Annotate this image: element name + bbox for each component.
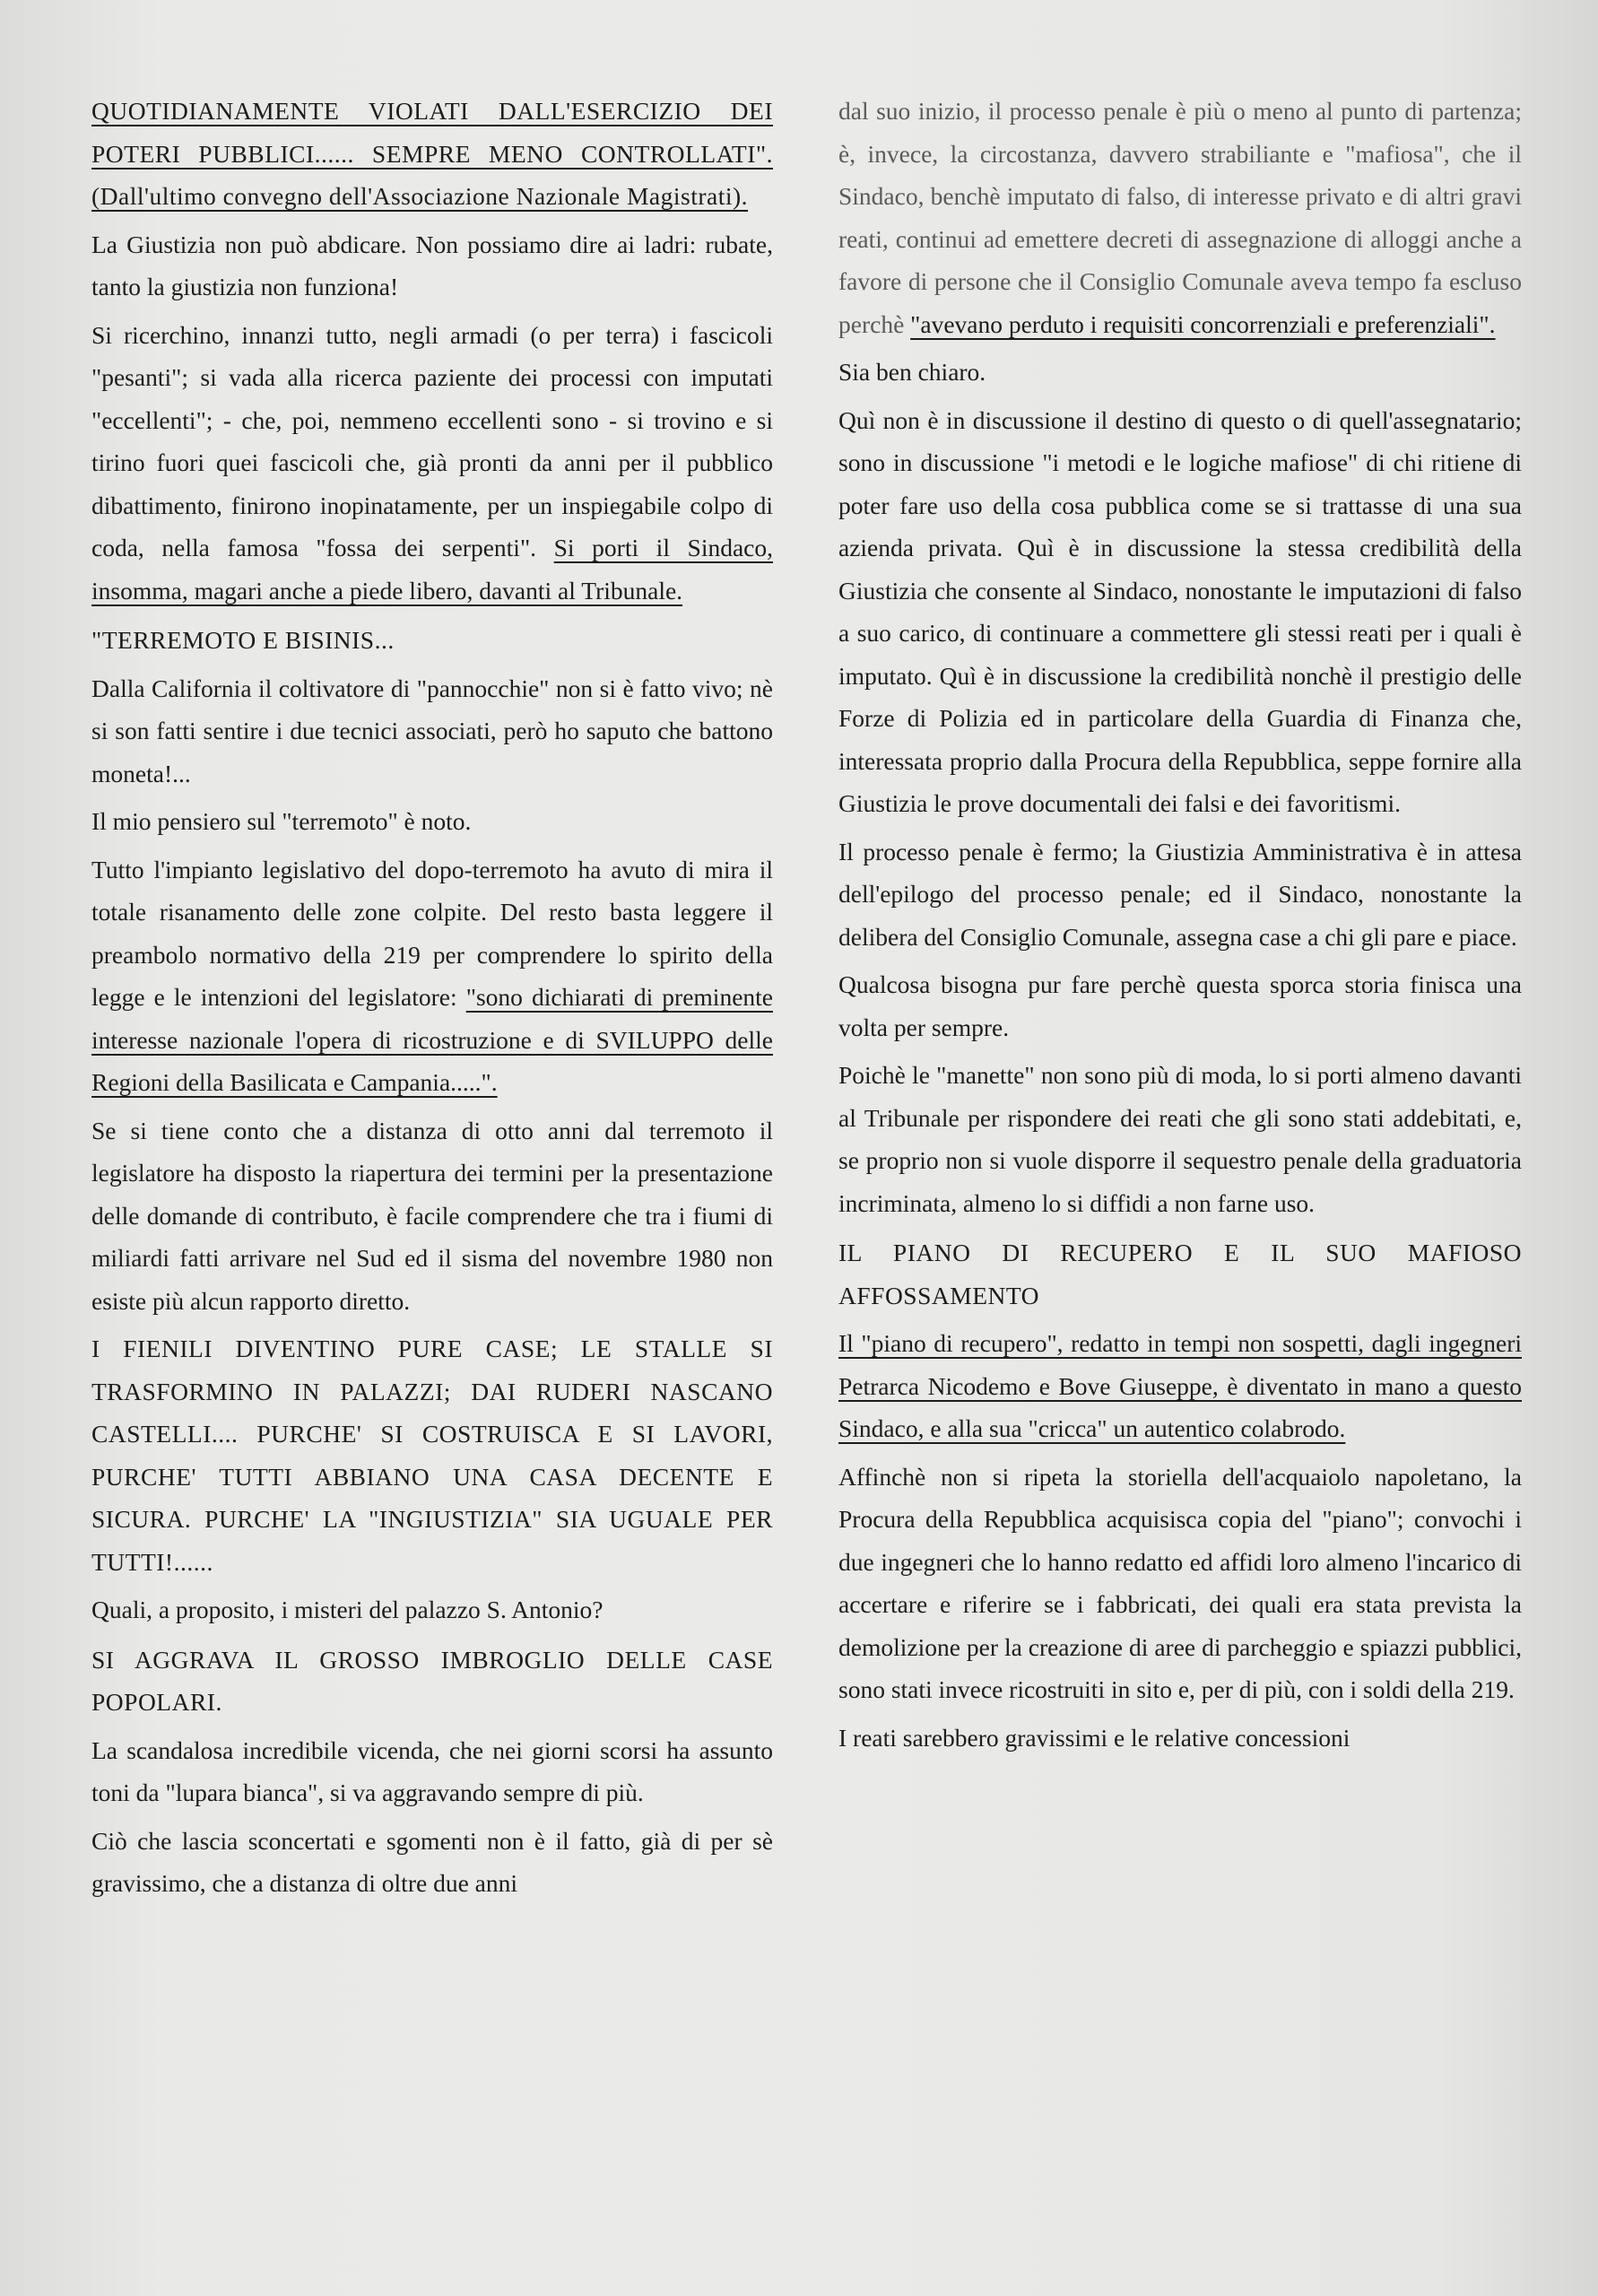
paragraph: Ciò che lascia sconcertati e sgomenti non è il fatto, già di per sè gravissimo, che a distanza di oltre due anni <box>91 1826 773 1897</box>
underlined-text: "sono dichiarati di preminente interesse nazionale l'opera di ricostruzione e di SVILUPPO delle Regioni della Basilicata e Campania.....". <box>91 983 773 1096</box>
right-column <box>838 90 1522 1764</box>
paragraph: La Giustizia non può abdicare. Non possiamo dire ai ladri: rubate, tanto la giustizia non funziona! <box>91 230 773 300</box>
section-heading: SI AGGRAVA IL GROSSO IMBROGLIO DELLE CASE POPOLARI. <box>91 1645 773 1716</box>
opening-quote: QUOTIDIANAMENTE VIOLATI DALL'ESERCIZIO DEI POTERI PUBBLICI...... SEMPRE MENO CONTROLLATI". (Dall'ultimo convegno dell'Associazione Nazionale Magistrati). <box>91 97 773 210</box>
left-column <box>91 90 773 1910</box>
paragraph: Sia ben chiaro. <box>838 358 986 386</box>
paragraph <box>91 314 773 613</box>
paragraph: Affinchè non si ripeta la storiella dell'acquaiolo napoletano, la Procura della Repubblica acquisisca copia del "piano"; convochi i due ingegneri che lo hanno redatto ed affidi loro almeno l'incarico di accertare e riferire se i fabbricati, dei quali era stata prevista la demolizione per la creazione di aree di parcheggio e spiazzi pubblici, sono stati invece ricostruiti in sito e, per di più, con i soldi della 219. <box>838 1462 1522 1703</box>
paragraph: Se si tiene conto che a distanza di otto anni dal terremoto il legislatore ha disposto la riapertura dei termini per la presentazione delle domande di contributo, è facile comprendere che tra i fiumi di miliardi fatti arrivare nel Sud ed il sisma del novembre 1980 non esiste più alcun rapporto diretto. <box>91 1116 773 1315</box>
paragraph: I reati sarebbero gravissimi e le relative concessioni <box>838 1723 1350 1752</box>
section-heading: "TERREMOTO E BISINIS... <box>91 626 395 654</box>
underlined-text: "avevano perduto i requisiti concorrenziali e preferenziali". <box>910 309 1496 338</box>
paragraph <box>91 848 773 1104</box>
paragraph: Quì non è in discussione il destino di questo o di quell'assegnatario; sono in discussione "i metodi e le logiche mafiose" di chi ritiene di poter fare uso della cosa pubblica come se si trattasse di una sua azienda privata. Quì è in discussione la stessa credibilità della Giustizia che consente al Sindaco, nonostante le imputazioni di falso a suo carico, di continuare a commettere gli stessi reati per i quali è imputato. Quì è in discussione la credibilità nonchè il prestigio delle Forze di Polizia ed in particolare della Guardia di Finanza che, interessata proprio dalla Procura della Repubblica, seppe fornire alla Giustizia le prove documentali dei falsi e dei favoritismi. <box>838 405 1522 817</box>
section-heading: IL PIANO DI RECUPERO E IL SUO MAFIOSO AFFOSSAMENTO <box>838 1239 1522 1309</box>
paragraph-text: dal suo inizio, il processo penale è più o meno al punto di partenza; è, invece, la circostanza, davvero strabiliante e "mafiosa", che il Sindaco, benchè imputato di falso, di interesse privato e di altri gravi reati, continui ad emettere decreti di assegnazione di alloggi anche a favore di persone che il Consiglio Comunale aveva tempo fa escluso perchè <box>838 97 1522 338</box>
paragraph: Poichè le "manette" non sono più di moda, lo si porti almeno davanti al Tribunale per rispondere dei reati che gli sono stati addebitati, e, se proprio non si vuole disporre il sequestro penale della graduatoria incriminata, almeno lo si diffidi a non farne uso. <box>838 1061 1522 1217</box>
paragraph-text: Tutto l'impianto legislativo del dopo-terremoto ha avuto di mira il totale risanamento delle zone colpite. Del resto basta leggere il preambolo normativo della 219 per comprendere lo spirito della legge e le intenzioni del legislatore: <box>91 855 773 1011</box>
paragraph: Dalla California il coltivatore di "pannocchie" non si è fatto vivo; nè si son fatti sentire i due tecnici associati, però ho saputo che battono moneta!... <box>91 674 773 787</box>
paragraph: Qualcosa bisogna pur fare perchè questa sporca storia finisca una volta per sempre. <box>838 970 1522 1041</box>
underlined-paragraph: Il "piano di recupero", redatto in tempi non sospetti, dagli ingegneri Petrarca Nicodemo e Bove Giuseppe, è diventato in mano a questo Sindaco, e alla sua "cricca" un autentico colabrodo. <box>838 1329 1522 1442</box>
paragraph <box>838 90 1522 345</box>
paragraph: La scandalosa incredibile vicenda, che nei giorni scorsi ha assunto toni da "lupara bianca", si va aggravando sempre di più. <box>91 1735 773 1806</box>
paragraph-text: Si ricerchino, innanzi tutto, negli armadi (o per terra) i fascicoli "pesanti"; si vada alla ricerca paziente dei processi con imputati "eccellenti"; - che, poi, nemmeno eccellenti sono - si trovino e si tirino fuori quei fascicoli che, già pronti da anni per il pubblico dibattimento, finirono inopinatamente, per un inspiegabile colpo di coda, nella famosa "fossa dei serpenti". <box>91 320 773 561</box>
paragraph: Quali, a proposito, i misteri del palazzo S. Antonio? <box>91 1596 604 1623</box>
paragraph: Il mio pensiero sul "terremoto" è noto. <box>91 807 472 835</box>
underlined-text: Si porti il Sindaco, insomma, magari anche a piede libero, davanti al Tribunale. <box>91 534 774 604</box>
paragraph: Il processo penale è fermo; la Giustizia Amministrativa è in attesa dell'epilogo del processo penale; ed il Sindaco, nonostante la delibera del Consiglio Comunale, assegna case a chi gli pare e piace. <box>838 837 1522 951</box>
caps-paragraph: I FIENILI DIVENTINO PURE CASE; LE STALLE SI TRASFORMINO IN PALAZZI; DAI RUDERI NASCANO CASTELLI.... PURCHE' SI COSTRUISCA E SI LAVORI, PURCHE' TUTTI ABBIANO UNA CASA DECENTE E SICURA. PURCHE' LA "INGIUSTIZIA" SIA UGUALE PER TUTTI!...... <box>91 1335 773 1576</box>
